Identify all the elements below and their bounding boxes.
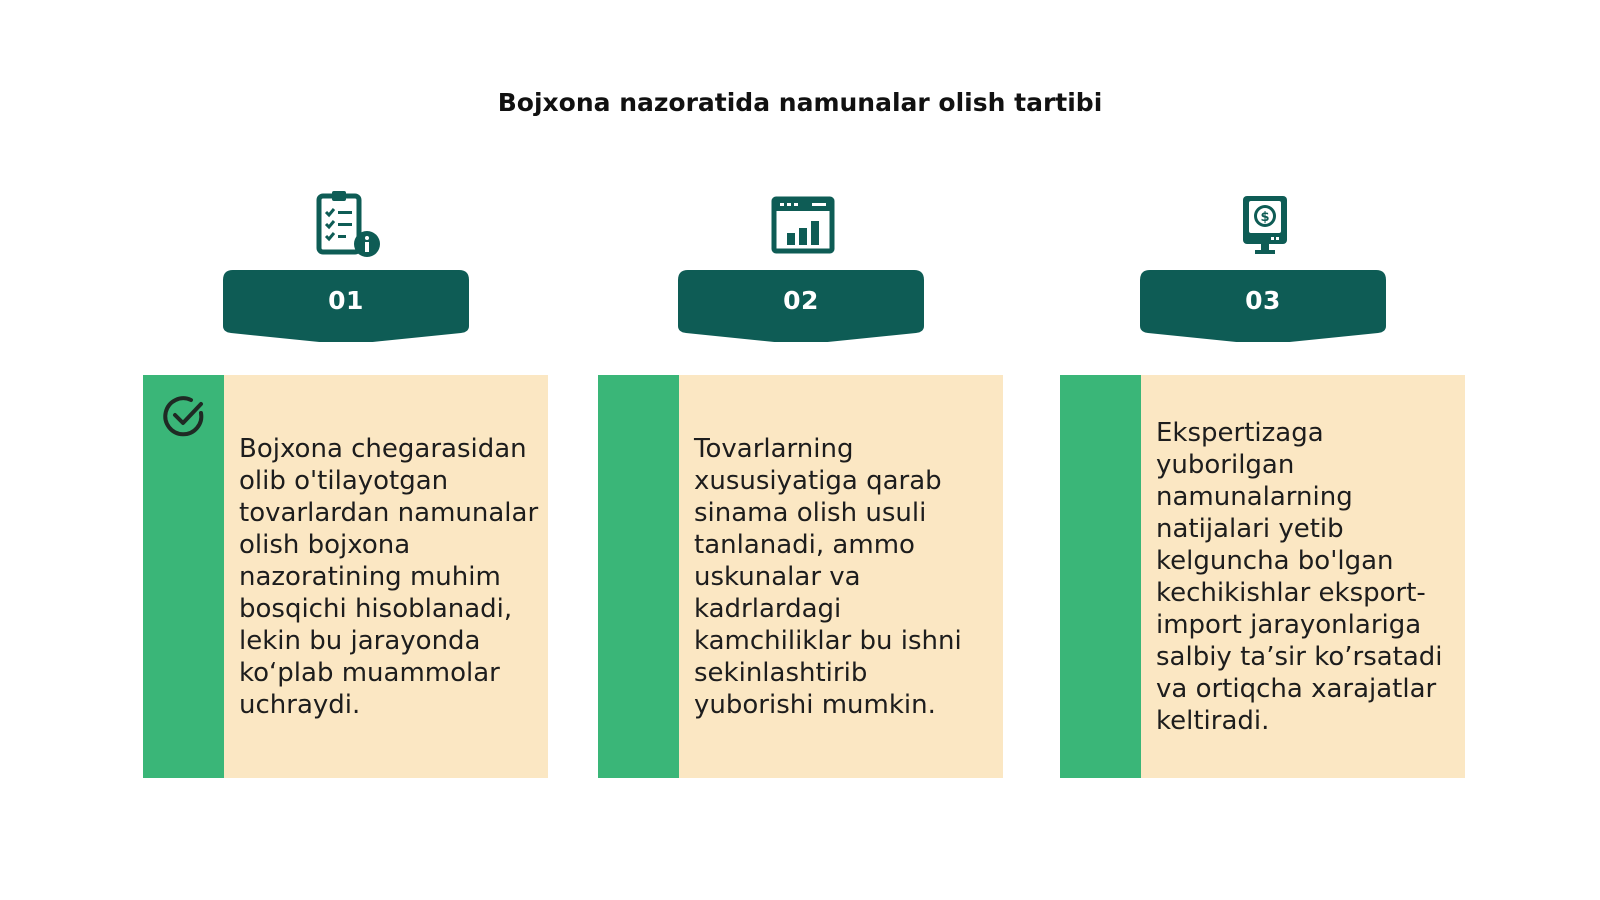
card-accent-bar	[1060, 375, 1141, 778]
check-circle-icon	[161, 393, 207, 439]
step-description-text: Ekspertizaga yuborilgan namunalarning natijalari yetib kelguncha bo'lgan kechikishlar eksport-import jarayonlariga salbiy ta’sir ko’rsatadi va ortiqcha xarajatlar keltiradi.	[1156, 417, 1443, 736]
bar-chart-window-icon	[763, 188, 843, 260]
money-monitor-icon	[1225, 188, 1305, 260]
step-number-banner	[678, 270, 924, 342]
step-number-banner	[223, 270, 469, 342]
step-card	[1060, 375, 1465, 778]
step-number: 01	[328, 286, 364, 315]
step-description-text: Tovarlarning xususiyatiga qarab sinama olish usuli tanlanadi, ammo uskunalar va kadrlardagi kamchiliklar bu ishni sekinlashtirib yuborishi mumkin.	[694, 433, 962, 720]
step-1	[143, 180, 553, 780]
step-3	[1060, 180, 1470, 780]
step-description-text: Bojxona chegarasidan olib o'tilayotgan tovarlardan namunalar olish bojxona nazoratining muhim bosqichi hisoblanadi, lekin bu jarayonda ko‘plab muammolar uchraydi.	[239, 433, 539, 720]
step-number-banner	[1140, 270, 1386, 342]
page-title: Bojxona nazoratida namunalar olish tartibi	[497, 88, 1103, 117]
step-number: 03	[1245, 286, 1281, 315]
step-card	[143, 375, 548, 778]
step-number: 02	[783, 286, 819, 315]
clipboard-checklist-info-icon	[308, 188, 388, 260]
card-accent-bar	[143, 375, 224, 778]
svg-text:$: $	[1260, 210, 1270, 225]
card-accent-bar	[598, 375, 679, 778]
step-2	[598, 180, 1008, 780]
step-card	[598, 375, 1003, 778]
step-description	[1156, 375, 1456, 778]
step-description	[239, 375, 539, 778]
step-description	[694, 375, 994, 778]
